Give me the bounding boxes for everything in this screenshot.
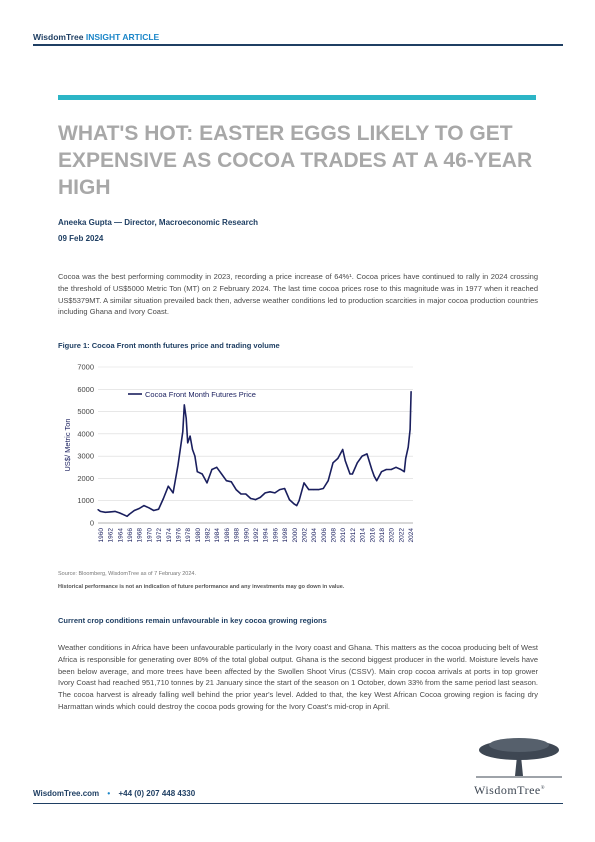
data-point [279, 489, 280, 490]
figure-title: Figure 1: Cocoa Front month futures price and trading volume [58, 341, 280, 350]
data-point [186, 418, 187, 419]
x-tick-label: 1990 [243, 528, 251, 543]
data-point [129, 513, 130, 514]
x-tick-label: 1964 [117, 528, 125, 543]
data-point [245, 493, 246, 494]
x-tick-label: 2010 [340, 528, 348, 543]
logo-wordmark: WisdomTree [474, 783, 541, 797]
data-point [260, 497, 261, 498]
data-point [284, 488, 285, 489]
x-tick-label: 1970 [146, 528, 154, 543]
data-point [255, 499, 256, 500]
data-point [347, 467, 348, 468]
data-point [216, 467, 217, 468]
data-point [192, 449, 193, 450]
wisdomtree-tree-icon [474, 736, 564, 782]
x-tick-label: 2016 [369, 528, 377, 543]
article-date: 09 Feb 2024 [58, 234, 104, 243]
data-point [289, 499, 290, 500]
article-author: Aneeka Gupta — Director, Macroeconomic Research [58, 218, 259, 227]
x-tick-label: 1992 [253, 528, 260, 543]
data-point [342, 449, 343, 450]
data-point [294, 503, 295, 504]
brand-name: WisdomTree [33, 32, 84, 42]
data-point [100, 511, 101, 512]
data-point [362, 456, 363, 457]
data-point [250, 498, 251, 499]
data-point [197, 471, 198, 472]
data-point [391, 469, 392, 470]
data-point [299, 500, 300, 501]
footer-separator: • [107, 789, 111, 798]
footer-phone: +44 (0) 207 448 4330 [118, 789, 196, 798]
data-point [371, 469, 372, 470]
data-point [349, 473, 350, 474]
data-point [184, 404, 185, 405]
data-point [105, 512, 106, 513]
header-rule [33, 44, 563, 46]
x-tick-label: 1978 [185, 528, 193, 543]
data-point [366, 453, 367, 454]
y-tick-label: 6000 [77, 384, 94, 394]
data-point [211, 469, 212, 470]
x-tick-label: 1966 [127, 528, 134, 543]
x-tick-label: 1982 [204, 528, 212, 543]
data-point [97, 509, 98, 510]
data-point [352, 473, 353, 474]
data-point [345, 460, 346, 461]
data-point [395, 467, 396, 468]
data-point [296, 505, 297, 506]
y-tick-label: 3000 [77, 451, 94, 461]
data-point [163, 498, 164, 499]
data-point [303, 482, 304, 483]
x-tick-label: 1996 [272, 528, 280, 543]
x-tick-label: 1984 [214, 528, 222, 543]
data-point [308, 489, 309, 490]
data-point [206, 482, 207, 483]
x-tick-label: 2008 [330, 528, 338, 543]
data-point [274, 492, 275, 493]
data-point [240, 493, 241, 494]
data-point [182, 431, 183, 432]
data-point [231, 481, 232, 482]
x-tick-label: 1960 [97, 528, 105, 543]
data-point [119, 512, 120, 513]
data-point [226, 480, 227, 481]
x-tick-label: 2002 [301, 528, 309, 543]
data-point [177, 464, 178, 465]
data-point [405, 458, 406, 459]
y-tick-label: 0 [89, 518, 94, 528]
x-tick-label: 1986 [223, 528, 231, 543]
data-point [357, 462, 358, 463]
x-tick-label: 1998 [282, 528, 290, 543]
title-accent-bar [58, 95, 536, 100]
x-tick-label: 2004 [311, 528, 319, 543]
x-tick-label: 2014 [359, 528, 367, 543]
data-point [400, 469, 401, 470]
cocoa-price-chart [58, 356, 428, 566]
y-tick-label: 5000 [77, 407, 94, 417]
data-point [139, 508, 140, 509]
series-line-cocoa-price [98, 392, 411, 517]
data-point [269, 491, 270, 492]
data-point [168, 486, 169, 487]
data-point [153, 510, 154, 511]
data-point [187, 442, 188, 443]
header-brand [33, 32, 159, 42]
data-point [236, 489, 237, 490]
data-point [194, 456, 195, 457]
x-tick-label: 1972 [156, 528, 164, 543]
data-point [376, 480, 377, 481]
data-point [337, 458, 338, 459]
y-tick-label: 2000 [77, 473, 94, 483]
data-point [173, 492, 174, 493]
x-tick-label: 2024 [408, 528, 416, 543]
data-point [409, 429, 410, 430]
footer-rule [33, 803, 563, 804]
x-tick-label: 2020 [388, 528, 396, 543]
legend-label: Cocoa Front Month Futures Price [145, 390, 256, 399]
data-point [126, 516, 127, 517]
x-tick-label: 2006 [320, 528, 328, 543]
chart-source: Source: Bloomberg, WisdomTree as of 7 February 2024. [58, 571, 196, 577]
x-tick-label: 1988 [233, 528, 241, 543]
article-type: INSIGHT ARTICLE [85, 32, 160, 42]
data-point [158, 509, 159, 510]
data-point [202, 473, 203, 474]
data-point [110, 511, 111, 512]
data-point [134, 510, 135, 511]
data-point [124, 515, 125, 516]
y-tick-label: 4000 [77, 429, 94, 439]
y-tick-label: 1000 [77, 496, 94, 506]
data-point [381, 471, 382, 472]
x-tick-label: 1974 [165, 528, 173, 543]
x-tick-label: 1994 [262, 528, 270, 543]
wisdomtree-logo-text [474, 783, 545, 798]
data-point [143, 505, 144, 506]
data-point [410, 391, 411, 392]
intro-paragraph: Cocoa was the best performing commodity in 2023, recording a price increase of 64%¹. Cocoa prices have continued to rally in 2024 crossing the threshold of US$5000 Metric Ton (MT) on 2 February 2024. The last time cocoa prices rose to this magnitude was in 1977 when it reached US$5379MT. A similar situation prevailed back then, adverse weather conditions led to production scarcities in major cocoa production countries including Ghana and Ivory Coast. [58, 272, 538, 317]
data-point [374, 476, 375, 477]
x-tick-label: 2018 [379, 528, 386, 543]
data-point [386, 469, 387, 470]
data-point [408, 447, 409, 448]
section-heading: Current crop conditions remain unfavourable in key cocoa growing regions [58, 616, 327, 625]
data-point [189, 435, 190, 436]
data-point [221, 473, 222, 474]
x-tick-label: 1976 [175, 528, 183, 543]
data-point [148, 507, 149, 508]
y-tick-label: 7000 [77, 362, 94, 372]
data-point [265, 492, 266, 493]
data-point [323, 488, 324, 489]
x-tick-label: 2000 [291, 528, 299, 543]
body-paragraph: Weather conditions in Africa have been unfavourable particularly in the Ivory coast and Ghana. This matters as the cocoa producing belt of West Africa is responsible for generating over 80% of the total global output. Ghana is the second biggest producer in the world. Moisture levels have been below average, and more trees have been affected by the Swollen Shoot Virus (CSSV). Main crop cocoa arrivals at ports in top grower Ivory Coast had reached 951,710 tonnes by 21 January since the start of the season on 1 October, down 33% from the same period last season. The cocoa harvest is already falling well behind the prior year's level. Added to that, the key West African Cocoa growing region is facing dry Harmattan winds which could destroy the cocoa pods growing for the Ivory Coast's mid-crop in April. [58, 643, 538, 711]
data-point [318, 489, 319, 490]
x-tick-label: 2012 [349, 528, 357, 543]
x-tick-label: 1980 [194, 528, 202, 543]
x-tick-label: 1968 [136, 528, 144, 543]
data-point [313, 489, 314, 490]
data-point [328, 480, 329, 481]
data-point [404, 471, 405, 472]
performance-disclaimer: Historical performance is not an indication of future performance and any investments may go down in value. [58, 584, 345, 590]
article-title: WHAT'S HOT: EASTER EGGS LIKELY TO GET EXPENSIVE AS COCOA TRADES AT A 46-YEAR HIGH [58, 122, 533, 199]
y-axis-label: US$/ Metric Ton [63, 418, 72, 472]
data-point [332, 462, 333, 463]
footer-website-link[interactable]: WisdomTree.com [33, 789, 100, 798]
x-tick-label: 2022 [398, 528, 406, 543]
x-tick-label: 1962 [107, 528, 115, 543]
data-point [114, 511, 115, 512]
logo-registered-mark: ® [540, 786, 546, 791]
footer-contact [33, 789, 195, 798]
